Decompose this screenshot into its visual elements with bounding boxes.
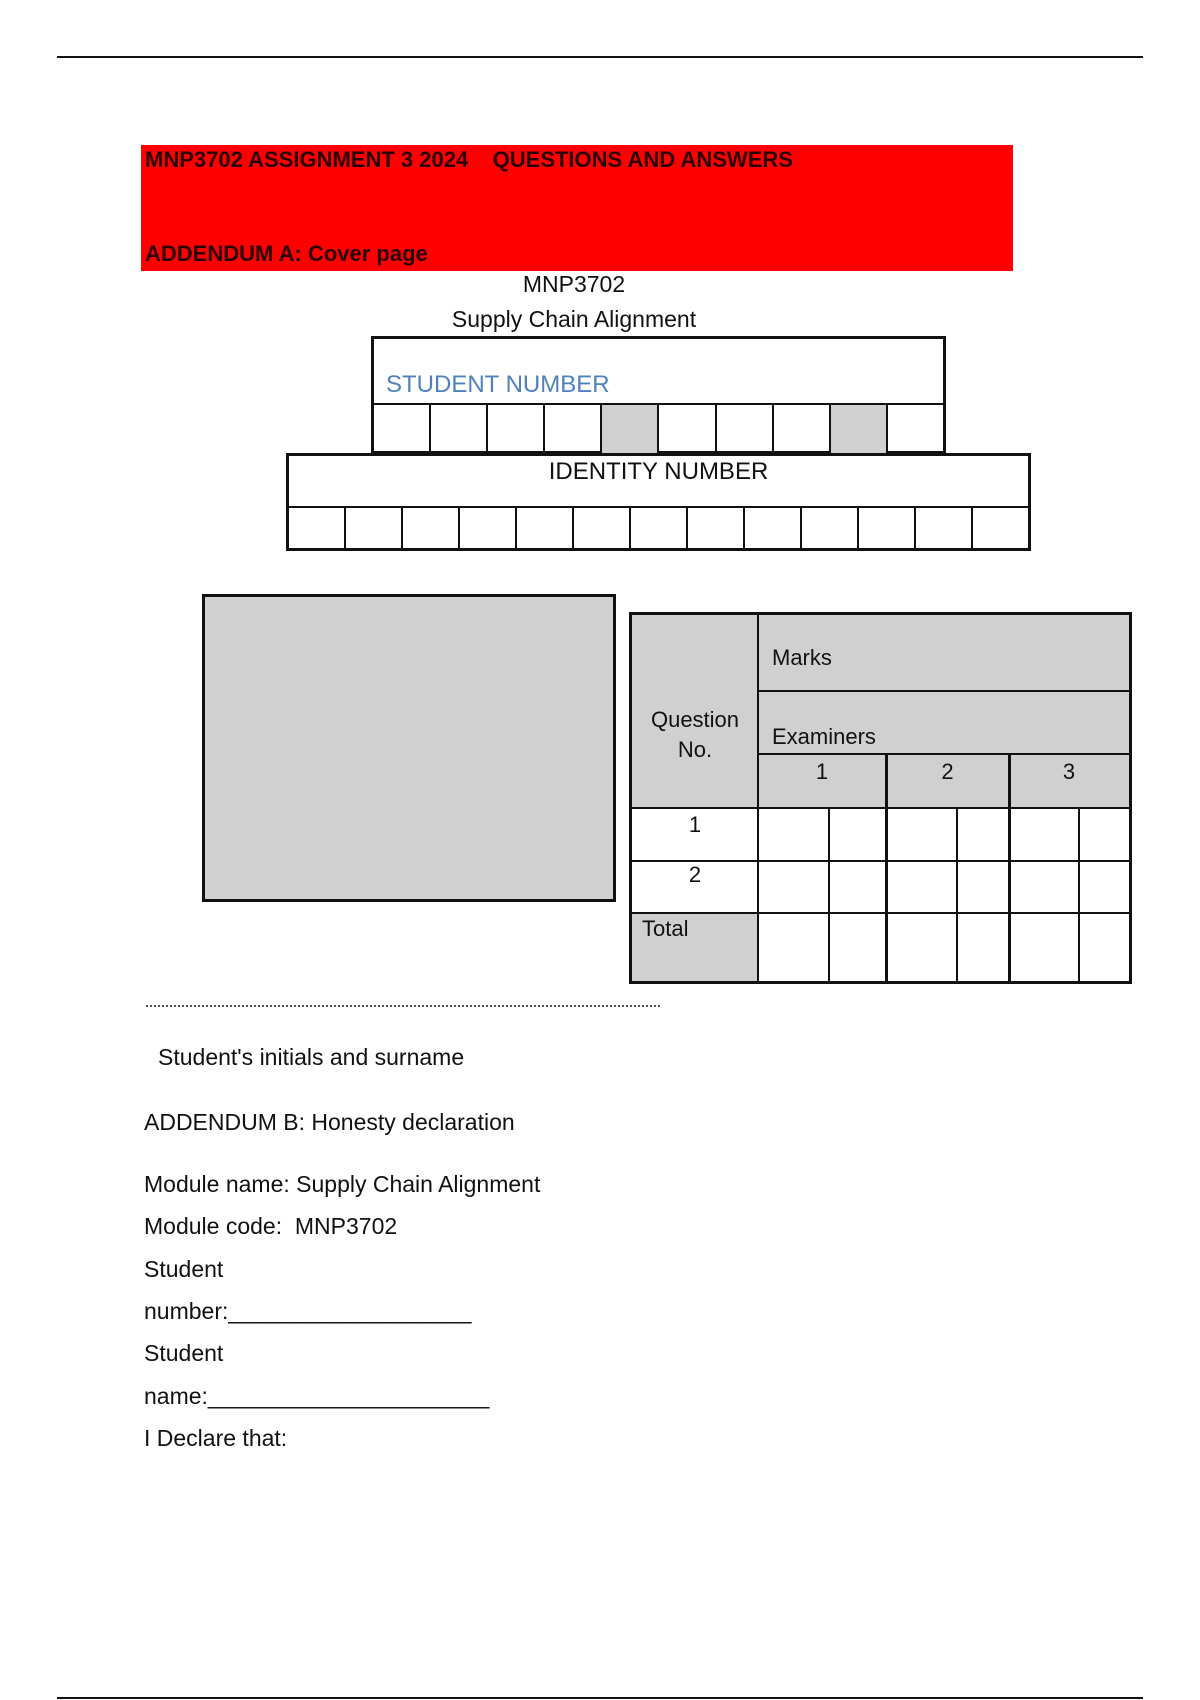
grid-line — [1008, 753, 1011, 981]
total-label: Total — [642, 916, 689, 941]
declaration-line: I Declare that: — [144, 1425, 288, 1451]
module-code-line: Module code: MNP3702 — [144, 1213, 398, 1239]
identity-number-cell — [403, 508, 460, 551]
marks-label: Marks — [772, 645, 832, 670]
identity-number-cell — [517, 508, 574, 551]
question-header: Question No. — [650, 707, 740, 762]
examiner-col-1: 1 — [815, 759, 829, 784]
student-number-cell — [431, 405, 488, 454]
grid-line — [1078, 807, 1080, 981]
grid-line — [632, 807, 1129, 809]
student-number-cell — [374, 405, 431, 454]
grid-line — [956, 807, 958, 981]
examiner-col-2: 2 — [941, 759, 954, 784]
identity-number-cells — [289, 506, 1028, 551]
identity-number-cell — [289, 508, 346, 551]
module-name-line: Module name: Supply Chain Alignment — [144, 1171, 541, 1197]
student-number-label: STUDENT NUMBER — [386, 371, 610, 398]
grid-line — [632, 912, 1129, 914]
identity-number-cell — [631, 508, 688, 551]
student-number-cell — [831, 405, 888, 454]
student-number-cell — [545, 405, 602, 454]
identity-number-cell — [859, 508, 916, 551]
student-name-field: name:______________________ — [144, 1383, 490, 1409]
top-rule — [57, 56, 1143, 58]
identity-number-cell — [688, 508, 745, 551]
grid-line — [758, 690, 1129, 692]
student-number-field-label: Student — [144, 1256, 224, 1282]
identity-number-cell — [973, 508, 1028, 551]
student-number-field: number:___________________ — [144, 1298, 472, 1324]
examiners-label: Examiners — [772, 724, 876, 749]
module-name: Supply Chain Alignment — [451, 306, 697, 332]
student-number-cell — [774, 405, 831, 454]
assignment-title: MNP3702 ASSIGNMENT 3 2024 QUESTIONS AND ANSWERS — [145, 147, 793, 172]
student-number-cell — [659, 405, 716, 454]
student-number-box — [371, 336, 946, 454]
student-number-cell — [602, 405, 659, 454]
grid-line — [632, 860, 1129, 862]
student-number-cell — [717, 405, 774, 454]
identity-number-label: IDENTITY NUMBER — [548, 458, 769, 485]
addendum-a-title: ADDENDUM A: Cover page — [145, 241, 428, 266]
student-name-field-label: Student — [144, 1340, 224, 1366]
grid-line — [828, 807, 830, 981]
grid-line — [757, 615, 759, 981]
row-1-label: 1 — [688, 812, 702, 837]
row-2-label: 2 — [688, 862, 702, 887]
identity-number-cell — [916, 508, 973, 551]
identity-number-cell — [574, 508, 631, 551]
grid-line — [758, 753, 1129, 755]
grid-line — [885, 753, 888, 981]
photo-placeholder — [202, 594, 616, 902]
addendum-b-heading: ADDENDUM B: Honesty declaration — [144, 1109, 515, 1135]
module-code: MNP3702 — [522, 271, 626, 297]
examiner-col-3: 3 — [1062, 759, 1076, 784]
signature-line — [146, 1005, 660, 1007]
bottom-rule — [57, 1697, 1143, 1699]
identity-number-box — [286, 453, 1031, 551]
identity-number-cell — [745, 508, 802, 551]
identity-number-cell — [346, 508, 403, 551]
marks-table — [629, 612, 1132, 984]
student-number-cell — [488, 405, 545, 454]
title-banner — [141, 145, 1013, 271]
student-number-cells — [374, 403, 943, 454]
student-number-cell — [888, 405, 943, 454]
identity-number-cell — [460, 508, 517, 551]
signature-caption: Student's initials and surname — [158, 1044, 465, 1070]
identity-number-cell — [802, 508, 859, 551]
